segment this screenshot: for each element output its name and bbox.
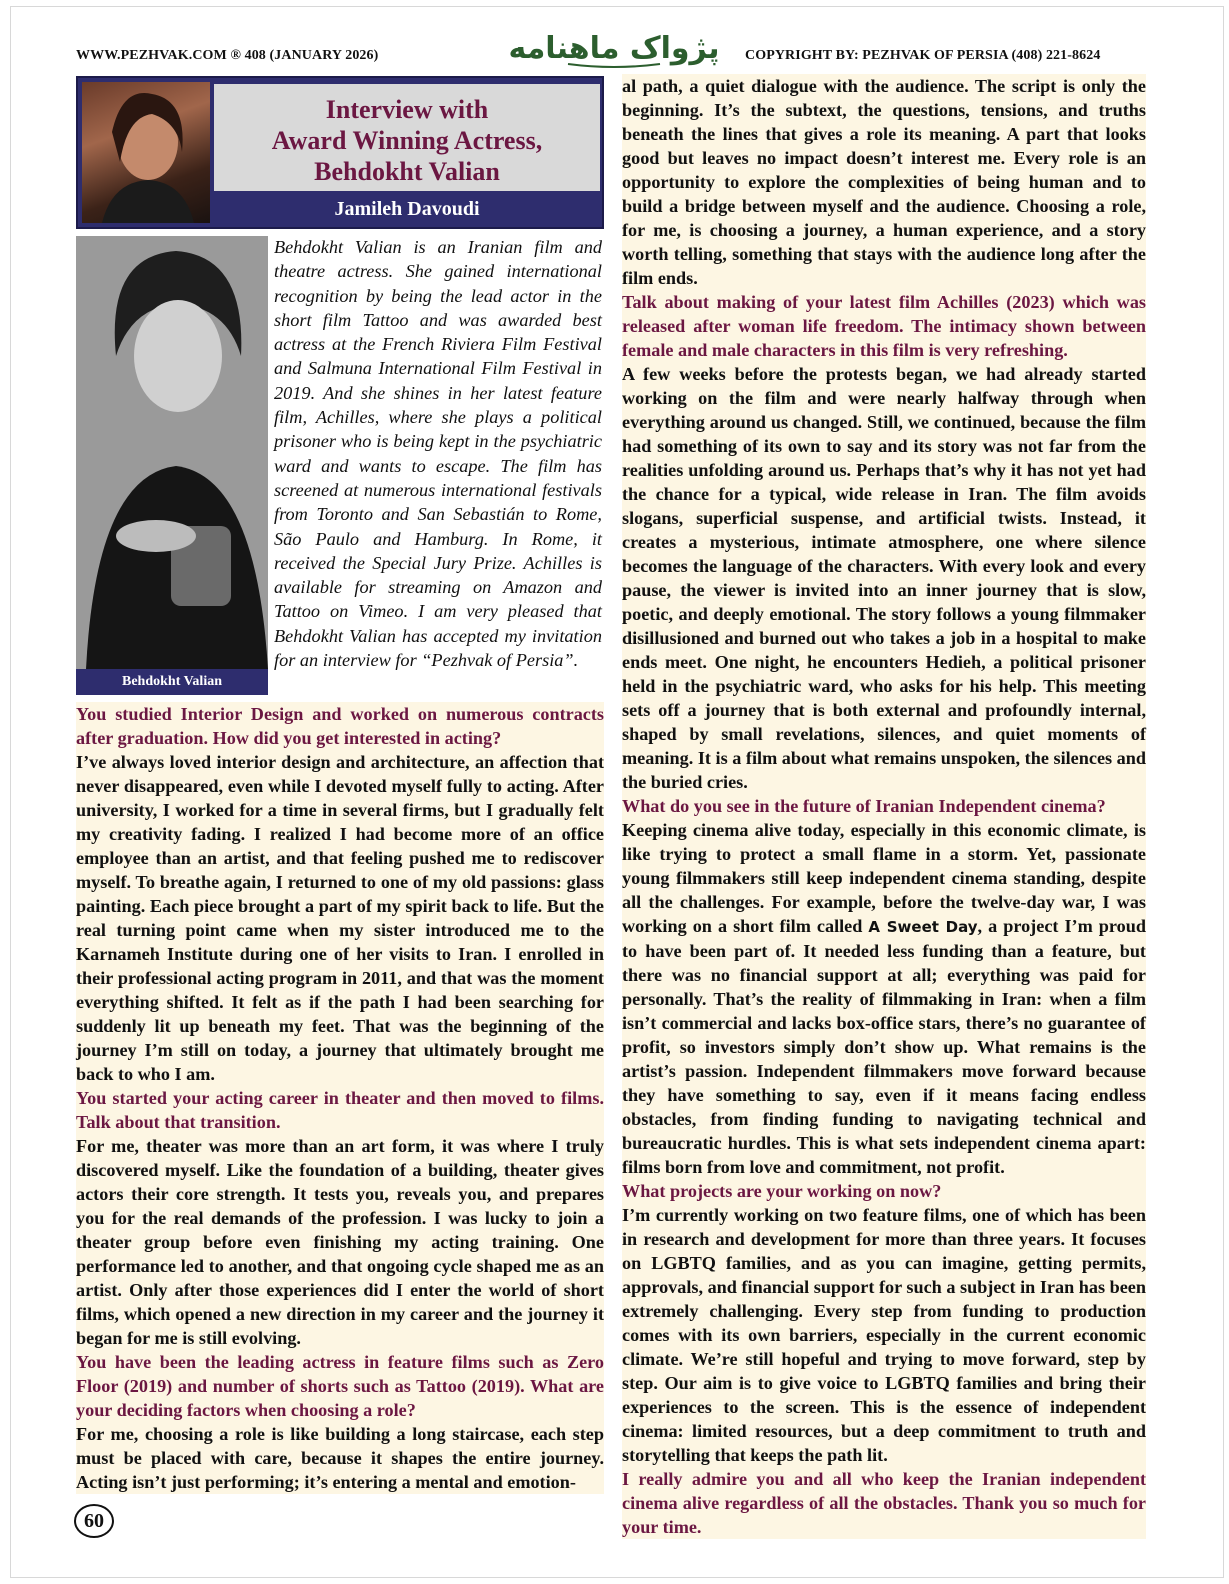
actress-photo — [76, 236, 268, 695]
answer-1: I’ve always loved interior design and architecture, an affection that never disappeared, even while I devoted myself fully to acting. After university, I worked for a time in several firms, but I gradually felt my creativity fading. I realized I had become more of an office employee than an artist, and that feeling pushed me to rediscover myself. To breathe again, I returned to one of my old passions: glass painting. Each piece brought a part of my spirit back to life. But the real turning point came when my sister introduced me to the Karnameh Institute during one of her visits to Iran. I enrolled in their professional acting program in 2011, and that was the moment everything shifted. It felt as if the path I had been searching for suddenly lit up beneath my feet. That was the beginning of the journey I’m still on today, a journey that ultimately brought me back to who I am. — [76, 752, 604, 1084]
answer-6: I’m currently working on two feature films, one of which has been in research and development for more than three years. It focuses on LGBTQ families, and as you can imagine, getting permits, approvals, and financial support for such a subject in Iran has been extremely challenging. Every step from funding to production comes with its own barriers, especially in the current economic climate. We’re still hopeful and trying to move forward, step by step. Our aim is to give voice to LGBTQ families and bring their experiences to the screen. This is the essence of independent cinema: limited resources, but a deep commitment to truth and storytelling that keeps the path lit. — [622, 1205, 1146, 1465]
answer-5-part-2: , a project I’m proud to have been part of. It needed less funding than a feature, but there was no financial support at all; everything was paid for personally. That’s the reality of filmmaking in Iran: when a film isn’t commercial and lacks box-office stars, there’s no guarantee of profit, so investors simply don’t show up. What remains is the artist’s passion. Independent filmmakers move forward because they have something to say, even if it means facing endless obstacles, from finding funding to navigating technical and bureaucratic hurdles. This is what sets independent cinema apart: films born from love and commitment, not profit. — [622, 916, 1146, 1177]
answer-4: A few weeks before the protests began, we had already started working on the film and were nearly halfway through when everything around us changed. Still, we continued, because the film had something of its own to say and its story was not far from the realities unfolding around us. Perhaps that’s why it has not yet had the chance for a typical, wide release in Iran. The film avoids slogans, superficial suspense, and artificial twists. Instead, it creates a mysterious, intimate atmosphere, one where silence becomes the language of the characters. With every look and every pause, the viewer is invited into an inner journey that is slow, poetic, and deeply emotional. The story follows a young filmmaker disillusioned and burned out who takes a job in a hospital to make ends meet. One night, he encounters Hedieh, a political prisoner held in the psychiatric ward, who asks for his help. This meeting sets off a journey that is both external and profoundly internal, shaped by small revelations, silences, and quiet moments of meaning. It is a film about what remains unspoken, the silences and the buried cries. — [622, 364, 1146, 792]
answer-5 — [622, 818, 1146, 1179]
question-6: What projects are your working on now? — [622, 1181, 942, 1201]
page-number: 60 — [74, 1504, 114, 1538]
title-line-1: Interview with — [325, 95, 489, 124]
question-2: You started your acting career in theater and then moved to films. Talk about that transition. — [76, 1088, 604, 1132]
answer-2: For me, theater was more than an art form, it was where I truly discovered myself. Like the foundation of a building, theater gives actors their core strength. It tests you, reveals you, and prepares you for the real demands of the profession. I was lucky to join a theater group before even finishing my acting training. One performance led to another, and that ongoing cycle shaped me as an artist. Only after those experiences did I enter the world of short films, which opened a new direction in my career and the journey it began for me is still evolving. — [76, 1136, 604, 1348]
logo-text: پژواک ماهنامه — [508, 31, 720, 66]
answer-5-part-1: Keeping cinema alive today, especially in this economic climate, is like trying to protect a small flame in a storm. Yet, passionate young filmmakers still keep independent cinema standing, despite all the challenges. For example, before the twelve-day war, I was working on a short film called — [622, 820, 1146, 936]
question-1: You studied Interior Design and worked on numerous contracts after graduation. How did you get interested in acting? — [76, 704, 604, 748]
film-title-a-sweet-day: A Sweet Day — [868, 918, 978, 936]
article-title-box — [76, 76, 604, 229]
intro-paragraph: Behdokht Valian is an Iranian film and theatre actress. She gained international recognition by being the lead actor in the short film Tattoo and was awarded best actress at the French Riviera Film Festival and Salmuna International Film Festival in 2019. And she shines in her latest feature film, Achilles, where she plays a political prisoner who is being kept in the psychiatric ward and wants to escape. The film has screened at numerous international festivals from Toronto and San Sebastián to Rome, São Paulo and Hamburg. In Rome, it received the Special Jury Prize. Achilles is available for streaming on Amazon and Tattoo on Vimeo. I am very pleased that Behdokht Valian has accepted my invitation for an interview for “Pezhvak of Persia”. — [274, 237, 602, 671]
header-website-issue: WWW.PEZHVAK.COM ® 408 (JANUARY 2026) — [76, 48, 379, 63]
article-author: Jamileh Davoudi — [334, 198, 480, 220]
closing-remark: I really admire you and all who keep the Iranian independent cinema alive regardless of all the obstacles. Thank you so much for your time. — [622, 1469, 1146, 1537]
photo-caption: Behdokht Valian — [76, 669, 268, 695]
article-title — [214, 94, 600, 187]
header-copyright: COPYRIGHT BY: PEZHVAK OF PERSIA (408) 221-8624 — [745, 48, 1101, 63]
title-area — [214, 84, 600, 191]
question-3: You have been the leading actress in feature films such as Zero Floor (2019) and number of shorts such as Tattoo (2019). What are your deciding factors when choosing a role? — [76, 1352, 604, 1420]
answer-3: For me, choosing a role is like building a long staircase, each step must be placed with care, because it shapes the entire journey. Acting isn’t just performing; it’s entering a mental and emotion- — [76, 1424, 604, 1492]
right-column — [622, 74, 1146, 1539]
answer-3-continued: al path, a quiet dialogue with the audience. The script is only the beginning. It’s the subtext, the questions, tensions, and truths beneath the lines that gives a role its meaning. A part that looks good but leaves no impact doesn’t interest me. Every role is an opportunity to explore the complexities of being human and to build a bridge between myself and the audience. Choosing a role, for me, is choosing a journey, a human experience, and a story worth telling, something that stays with the audience long after the film ends. — [622, 76, 1146, 288]
title-line-2: Award Winning Actress, — [271, 126, 543, 155]
left-column — [76, 702, 604, 1494]
author-portrait — [82, 82, 210, 223]
question-5: What do you see in the future of Iranian Independent cinema? — [622, 796, 1106, 816]
pezhvak-logo — [508, 20, 720, 72]
portrait-illustration — [82, 82, 210, 223]
question-4: Talk about making of your latest film Achilles (2023) which was released after woman life freedom. The intimacy shown between female and male characters in this film is very refreshing. — [622, 292, 1146, 360]
title-line-3: Behdokht Valian — [314, 157, 500, 186]
actress-photo-illustration — [76, 236, 268, 669]
